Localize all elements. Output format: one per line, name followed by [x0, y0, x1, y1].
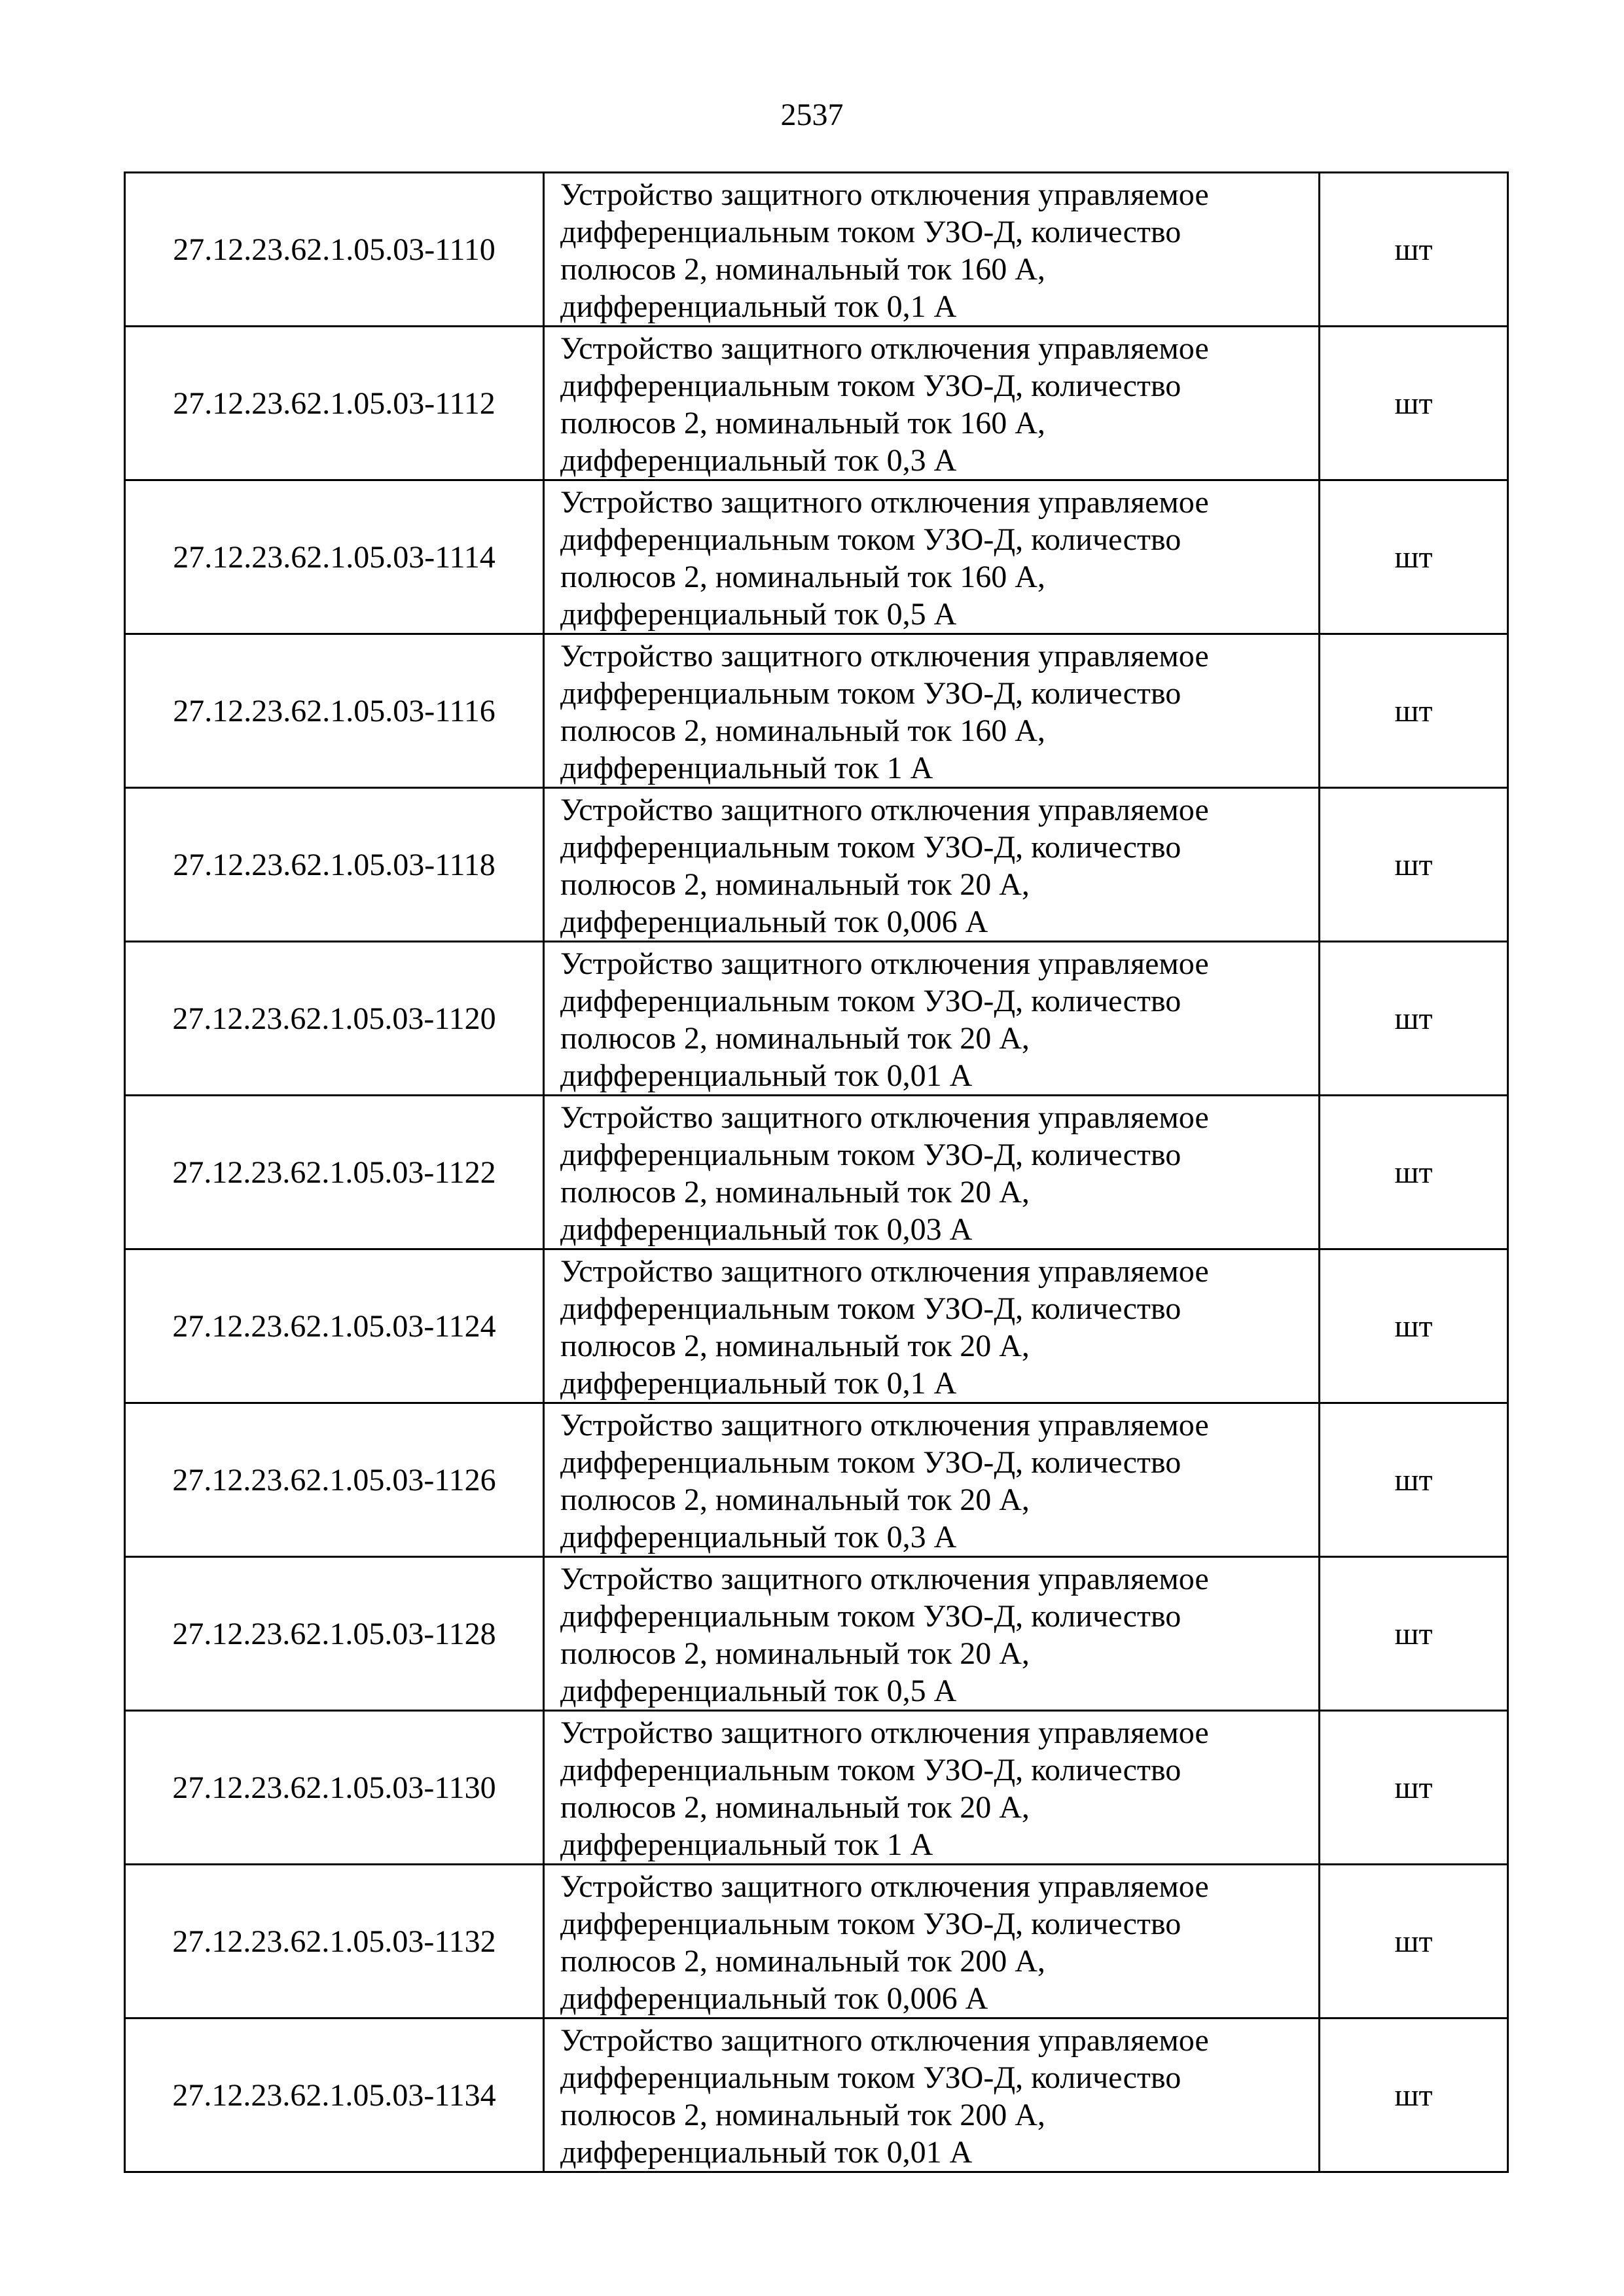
- description-line: дифференциальным током УЗО-Д, количество: [560, 1445, 1182, 1480]
- description-line: дифференциальный ток 1 А: [560, 751, 933, 785]
- description-line: дифференциальный ток 0,1 А: [560, 1366, 957, 1401]
- item-description: [544, 1096, 1320, 1249]
- description-line: дифференциальным током УЗО-Д, количество: [560, 676, 1182, 711]
- item-unit: шт: [1320, 942, 1508, 1096]
- description-line: Устройство защитного отключения управляемое: [560, 331, 1209, 366]
- item-description: [544, 942, 1320, 1096]
- description-line: дифференциальный ток 0,03 А: [560, 1212, 973, 1247]
- table-row: [125, 327, 1508, 480]
- description-line: дифференциальный ток 0,3 А: [560, 443, 957, 478]
- item-unit: шт: [1320, 173, 1508, 327]
- item-description: [544, 327, 1320, 480]
- description-line: полюсов 2, номинальный ток 20 А,: [560, 867, 1030, 902]
- description-line: дифференциальным током УЗО-Д, количество: [560, 1599, 1182, 1634]
- table-row: [125, 1557, 1508, 1711]
- table-row: [125, 173, 1508, 327]
- table-row: [125, 480, 1508, 634]
- item-unit: шт: [1320, 480, 1508, 634]
- description-line: полюсов 2, номинальный ток 20 А,: [560, 1329, 1030, 1363]
- item-code: 27.12.23.62.1.05.03-1124: [125, 1249, 544, 1403]
- description-line: дифференциальный ток 0,01 А: [560, 2135, 973, 2170]
- description-line: дифференциальным током УЗО-Д, количество: [560, 830, 1182, 865]
- item-code: 27.12.23.62.1.05.03-1116: [125, 634, 544, 788]
- description-line: дифференциальным током УЗО-Д, количество: [560, 2060, 1182, 2095]
- description-line: дифференциальным током УЗО-Д, количество: [560, 1753, 1182, 1787]
- description-line: дифференциальный ток 0,5 А: [560, 1674, 957, 1708]
- description-line: Устройство защитного отключения управляемое: [560, 793, 1209, 827]
- description-line: Устройство защитного отключения управляемое: [560, 946, 1209, 981]
- item-code: 27.12.23.62.1.05.03-1112: [125, 327, 544, 480]
- item-code: 27.12.23.62.1.05.03-1126: [125, 1403, 544, 1557]
- table-row: [125, 942, 1508, 1096]
- description-line: Устройство защитного отключения управляемое: [560, 1869, 1209, 1904]
- item-code: 27.12.23.62.1.05.03-1110: [125, 173, 544, 327]
- item-unit: шт: [1320, 1711, 1508, 1865]
- table-row: [125, 634, 1508, 788]
- description-line: дифференциальным током УЗО-Д, количество: [560, 1907, 1182, 1941]
- description-line: Устройство защитного отключения управляемое: [560, 1254, 1209, 1289]
- description-line: дифференциальным током УЗО-Д, количество: [560, 984, 1182, 1018]
- item-unit: шт: [1320, 1403, 1508, 1557]
- items-table: [124, 171, 1509, 2173]
- page-number: 2537: [780, 98, 844, 132]
- table-row: [125, 1711, 1508, 1865]
- item-unit: шт: [1320, 1249, 1508, 1403]
- table-row: [125, 2018, 1508, 2172]
- description-line: полюсов 2, номинальный ток 20 А,: [560, 1790, 1030, 1825]
- item-code: 27.12.23.62.1.05.03-1114: [125, 480, 544, 634]
- item-description: [544, 634, 1320, 788]
- description-line: полюсов 2, номинальный ток 20 А,: [560, 1175, 1030, 1210]
- description-line: Устройство защитного отключения управляемое: [560, 1408, 1209, 1443]
- description-line: Устройство защитного отключения управляемое: [560, 1562, 1209, 1596]
- description-line: полюсов 2, номинальный ток 160 А,: [560, 406, 1045, 440]
- item-unit: шт: [1320, 327, 1508, 480]
- table-row: [125, 1096, 1508, 1249]
- description-line: дифференциальный ток 0,3 А: [560, 1520, 957, 1554]
- item-description: [544, 1249, 1320, 1403]
- table-row: [125, 1403, 1508, 1557]
- item-description: [544, 1865, 1320, 2018]
- description-line: дифференциальным током УЗО-Д, количество: [560, 1138, 1182, 1172]
- item-description: [544, 1403, 1320, 1557]
- item-code: 27.12.23.62.1.05.03-1132: [125, 1865, 544, 2018]
- table-row: [125, 1249, 1508, 1403]
- description-line: дифференциальный ток 0,006 А: [560, 1981, 988, 2016]
- description-line: полюсов 2, номинальный ток 20 А,: [560, 1021, 1030, 1056]
- item-description: [544, 480, 1320, 634]
- item-description: [544, 2018, 1320, 2172]
- item-unit: шт: [1320, 1865, 1508, 2018]
- description-line: дифференциальным током УЗО-Д, количество: [560, 522, 1182, 557]
- table-row: [125, 1865, 1508, 2018]
- description-line: Устройство защитного отключения управляемое: [560, 639, 1209, 673]
- item-code: 27.12.23.62.1.05.03-1120: [125, 942, 544, 1096]
- item-unit: шт: [1320, 1096, 1508, 1249]
- description-line: дифференциальный ток 0,5 А: [560, 597, 957, 632]
- description-line: дифференциальным током УЗО-Д, количество: [560, 368, 1182, 403]
- description-line: полюсов 2, номинальный ток 160 А,: [560, 560, 1045, 594]
- item-unit: шт: [1320, 2018, 1508, 2172]
- table-row: [125, 788, 1508, 942]
- item-code: 27.12.23.62.1.05.03-1118: [125, 788, 544, 942]
- description-line: дифференциальный ток 0,01 А: [560, 1058, 973, 1093]
- description-line: Устройство защитного отключения управляемое: [560, 177, 1209, 212]
- description-line: дифференциальным током УЗО-Д, количество: [560, 1291, 1182, 1326]
- description-line: Устройство защитного отключения управляемое: [560, 1715, 1209, 1750]
- description-line: полюсов 2, номинальный ток 20 А,: [560, 1636, 1030, 1671]
- description-line: полюсов 2, номинальный ток 160 А,: [560, 252, 1045, 287]
- item-code: 27.12.23.62.1.05.03-1122: [125, 1096, 544, 1249]
- description-line: дифференциальный ток 0,1 А: [560, 289, 957, 324]
- item-code: 27.12.23.62.1.05.03-1130: [125, 1711, 544, 1865]
- item-description: [544, 173, 1320, 327]
- item-unit: шт: [1320, 788, 1508, 942]
- description-line: дифференциальный ток 1 А: [560, 1827, 933, 1862]
- item-description: [544, 788, 1320, 942]
- description-line: дифференциальный ток 0,006 А: [560, 905, 988, 939]
- item-description: [544, 1711, 1320, 1865]
- item-unit: шт: [1320, 1557, 1508, 1711]
- description-line: Устройство защитного отключения управляемое: [560, 2023, 1209, 2058]
- description-line: полюсов 2, номинальный ток 200 А,: [560, 1944, 1045, 1979]
- description-line: полюсов 2, номинальный ток 20 А,: [560, 1482, 1030, 1517]
- description-line: Устройство защитного отключения управляемое: [560, 485, 1209, 520]
- item-unit: шт: [1320, 634, 1508, 788]
- item-description: [544, 1557, 1320, 1711]
- item-code: 27.12.23.62.1.05.03-1128: [125, 1557, 544, 1711]
- description-line: полюсов 2, номинальный ток 200 А,: [560, 2098, 1045, 2132]
- description-line: полюсов 2, номинальный ток 160 А,: [560, 713, 1045, 748]
- item-code: 27.12.23.62.1.05.03-1134: [125, 2018, 544, 2172]
- items-table-body: [125, 173, 1508, 2172]
- description-line: дифференциальным током УЗО-Д, количество: [560, 215, 1182, 249]
- description-line: Устройство защитного отключения управляемое: [560, 1100, 1209, 1135]
